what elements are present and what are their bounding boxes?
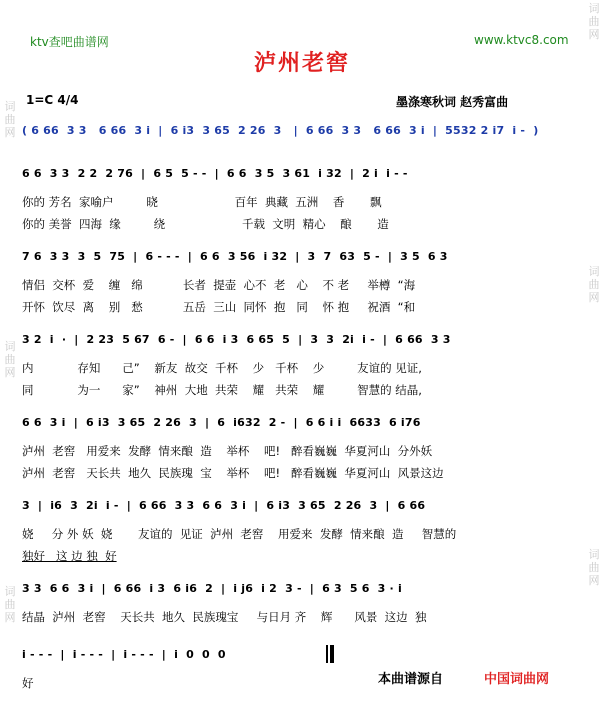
final-barline xyxy=(326,645,328,663)
lyric-line-1: 娆 分 外 妖 娆 友谊的 见证 泸州 老窖 用爱来 发酵 情来酿 造 智慧的 xyxy=(22,527,457,541)
song-title: 泸州老窖 xyxy=(253,51,350,76)
watermark-right-top: 词 曲 网 xyxy=(588,2,600,41)
key-signature: 1=C 4/4 xyxy=(26,93,79,107)
lyric-line-2: 独好 这 边 独 好 xyxy=(22,549,117,563)
watermark-right-mid: 词 曲 网 xyxy=(588,265,600,304)
notation-line: 3 2 i · | 2 23 5 67 6 - | 6 6 i 3 6 65 5 | 3 3 2i i - | 6 66 3 3 xyxy=(22,333,451,346)
notation-line: 6 6 3 i | 6 i3 3 65 2 26 3 | 6 i632 2 - | 6 6 i i 6633 6 i76 xyxy=(22,416,421,429)
notation-line: ( 6 66 3 3 6 66 3 i | 6 i3 3 65 2 26 3 | 6 66 3 3 6 66 3 i | 5532 2 i7 i - ) xyxy=(22,124,539,137)
lyric-line-2: 泸州 老窖 天长共 地久 民族瑰 宝 举杯 吧! 醉看巍巍 华夏河山 风景这边 xyxy=(22,466,444,480)
source-label: 本曲谱源自 xyxy=(378,672,444,687)
lyric-line-2: 开怀 饮尽 离 别 愁 五岳 三山 同怀 抱 同 怀 抱 祝酒 “和 xyxy=(22,300,416,314)
notation-line: 6 6 3 3 2 2 2 76 | 6 5 5 - - | 6 6 3 5 3 61 i 32 | 2 i i - - xyxy=(22,167,408,180)
watermark-left-bottom: 词 曲 网 xyxy=(4,585,16,624)
watermark-right-bottom: 词 曲 网 xyxy=(588,548,600,587)
lyric-line-2: 同 为一 家” 神州 大地 共荣 耀 共荣 耀 智慧的 结晶, xyxy=(22,383,422,397)
notation-line: 3 | i6 3 2i i - | 6 66 3 3 6 6 3 i | 6 i3 3 65 2 26 3 | 6 66 xyxy=(22,499,426,512)
notation-line: 7 6 3 3 3 5 75 | 6 - - - | 6 6 3 56 i 32 | 3 7 63 5 - | 3 5 6 3 xyxy=(22,250,448,263)
lyric-line-2: 你的 美誉 四海 缘 绕 千载 文明 精心 酿 造 xyxy=(22,217,389,231)
watermark-left-mid: 词 曲 网 xyxy=(4,340,16,379)
source-site-link[interactable]: 中国词曲网 xyxy=(484,672,550,687)
notation-line: i - - - | i - - - | i - - - | i 0 0 0 xyxy=(22,648,226,661)
lyric-line-1: 内 存知 己” 新友 故交 千杯 少 千杯 少 友谊的 见证, xyxy=(22,361,422,375)
lyric-line-1: 泸州 老窖 用爱来 发酵 情来酿 造 举杯 吧! 醉看巍巍 华夏河山 分外妖 xyxy=(22,444,433,458)
final-barline-thick xyxy=(330,645,334,663)
site-link-left[interactable]: ktv查吧曲谱网 xyxy=(30,35,109,49)
lyric-line-1: 情侣 交杯 爱 缠 绵 长者 提壶 心不 老 心 不 老 举樽 “海 xyxy=(22,278,416,292)
lyric-line-1: 好 xyxy=(22,676,34,690)
watermark-left-top: 词 曲 网 xyxy=(4,100,16,139)
notation-line: 3 3 6 6 3 i | 6 66 i 3 6 i6 2 | i j6 i 2 3 - | 6 3 5 6 3 · i xyxy=(22,582,402,595)
lyric-line-1: 你的 芳名 家喻户 晓 百年 典藏 五洲 香 飘 xyxy=(22,195,382,209)
lyric-line-1: 结晶 泸州 老窖 天长共 地久 民族瑰宝 与日月 齐 辉 风景 这边 独 xyxy=(22,610,427,624)
credits: 墨涤寒秋词 赵秀富曲 xyxy=(396,95,509,109)
site-link-right[interactable]: www.ktvc8.com xyxy=(474,33,569,47)
